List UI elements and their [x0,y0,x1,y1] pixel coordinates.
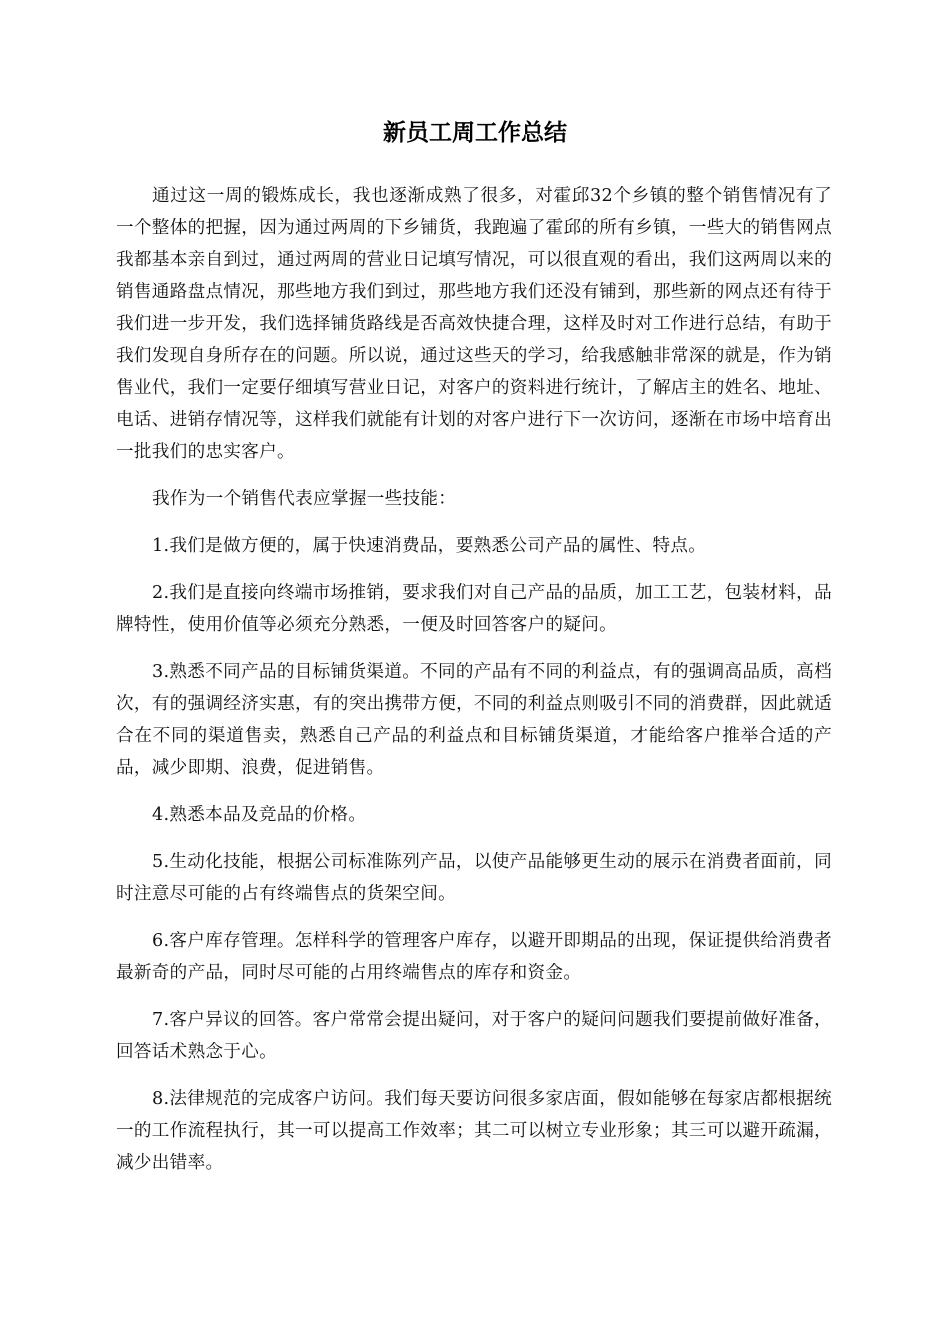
list-item-8: 8.法律规范的完成客户访问。我们每天要访问很多家店面，假如能够在每家店都根据统一的工作流程执行，其一可以提高工作效率；其二可以树立专业形象；其三可以避开疏漏，减少出错率。 [116,1089,832,1173]
paragraph-skills-intro: 我作为一个销售代表应掌握一些技能： [152,489,457,509]
list-item-5: 5.生动化技能，根据公司标准陈列产品，以使产品能够更生动的展示在消费者面前，同时注意尽可能的占有终端售点的货架空间。 [116,852,832,904]
list-item-4: 4.熟悉本品及竞品的价格。 [152,805,367,825]
list-item-6: 6.客户库存管理。怎样科学的管理客户库存，以避开即期品的出现，保证提供给消费者最新奇的产品，同时尽可能的占用终端售点的库存和资金。 [116,931,832,983]
document-title: 新员工周工作总结 [383,120,567,146]
list-item-2: 2.我们是直接向终端市场推销，要求我们对自己产品的品质，加工工艺，包装材料，品牌特性，使用价值等必须充分熟悉，一便及时回答客户的疑问。 [116,583,832,635]
list-item-1: 1.我们是做方便的，属于快速消费品，要熟悉公司产品的属性、特点。 [152,536,707,556]
list-item-7: 7.客户异议的回答。客户常常会提出疑问，对于客户的疑问问题我们要提前做好准备，回答话术熟念于心。 [116,1010,832,1062]
list-item-3: 3.熟悉不同产品的目标铺货渠道。不同的产品有不同的利益点，有的强调高品质，高档次，有的强调经济实惠，有的突出携带方便，不同的利益点则吸引不同的消费群，因此就适合在不同的渠道售卖，熟悉自己产品的利益点和目标铺货渠道，才能给客户推举合适的产品，减少即期、浪费，促进销售。 [116,662,832,778]
document-body [116,180,832,1194]
paragraph-intro: 通过这一周的锻炼成长，我也逐渐成熟了很多，对霍邱32个乡镇的整个销售情况有了一个整体的把握，因为通过两周的下乡铺货，我跑遍了霍邱的所有乡镇，一些大的销售网点我都基本亲自到过，通过两周的营业日记填写情况，可以很直观的看出，我们这两周以来的销售通路盘点情况，那些地方我们到过，那些地方我们还没有铺到，那些新的网点还有待于我们进一步开发，我们选择铺货路线是否高效快捷合理，这样及时对工作进行总结，有助于我们发现自身所存在的问题。所以说，通过这些天的学习，给我感触非常深的就是，作为销售业代，我们一定要仔细填写营业日记，对客户的资料进行统计，了解店主的姓名、地址、电话、进销存情况等，这样我们就能有计划的对客户进行下一次访问，逐渐在市场中培育出一批我们的忠实客户。 [116,186,832,462]
